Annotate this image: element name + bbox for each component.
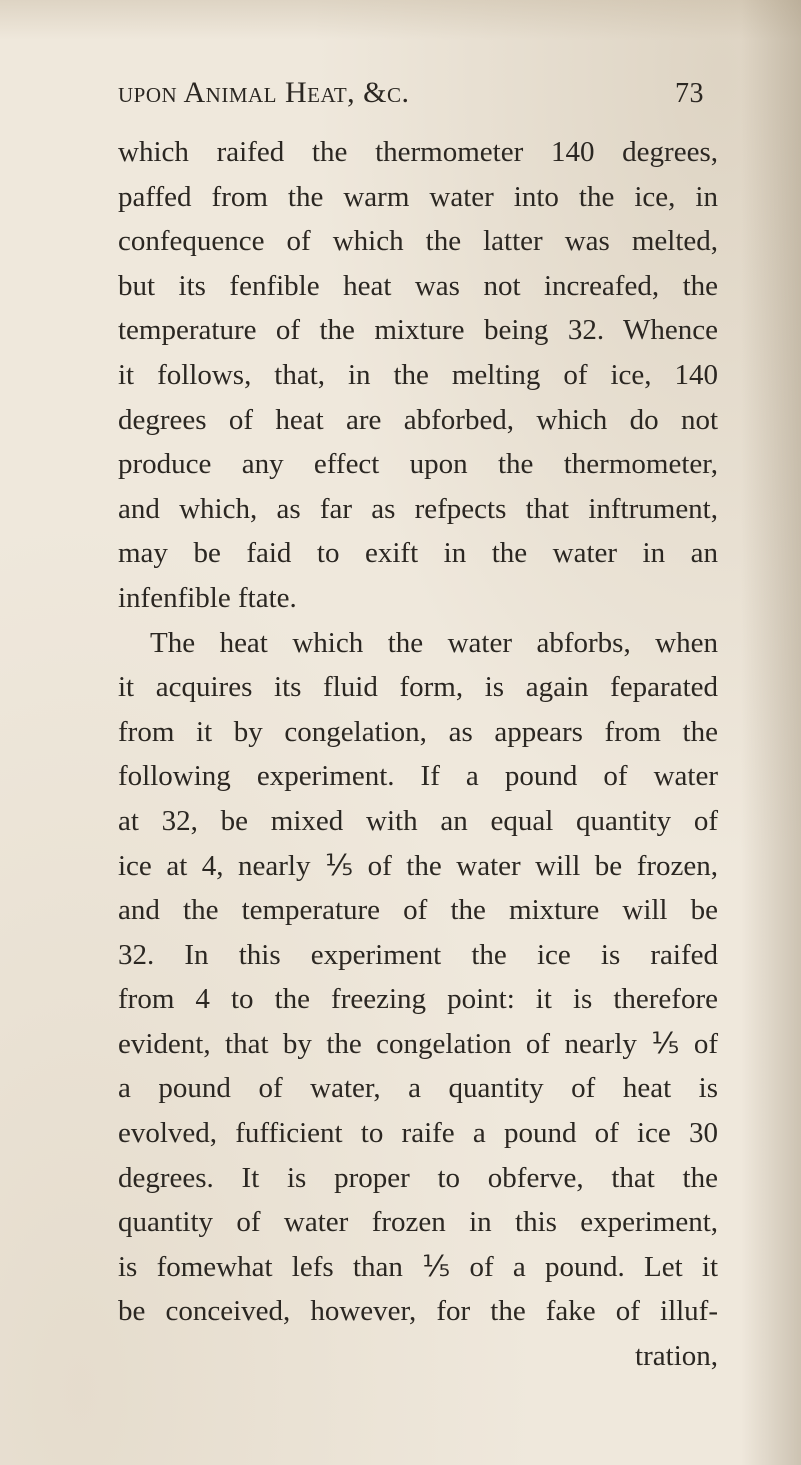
text-line: degrees. It is proper to obferve, that the (118, 1161, 718, 1194)
text-line: infenfible ftate. (118, 581, 297, 614)
page-header (118, 68, 710, 124)
text-line: be conceived, however, for the fake of illuf- (118, 1295, 718, 1328)
text-line: ice at 4, nearly ⅕ of the water will be frozen, (118, 849, 718, 882)
text-line: 32. In this experiment the ice is raifed (118, 938, 718, 971)
text-line: it follows, that, in the melting of ice, 140 (118, 358, 718, 391)
page-top-shading (0, 0, 801, 40)
text-line: confequence of which the latter was melted, (118, 225, 718, 258)
text-line: from 4 to the freezing point: it is therefore (118, 983, 718, 1016)
text-line: may be faid to exift in the water in an (118, 537, 718, 570)
text-line: tration, (635, 1340, 718, 1373)
text-line: but its fenfible heat was not increafed, the (118, 269, 718, 302)
text-line: produce any effect upon the thermometer, (118, 448, 718, 481)
text-line: evident, that by the congelation of nearly ⅕ of (118, 1027, 718, 1060)
body-text (118, 130, 718, 1379)
text-line: at 32, be mixed with an equal quantity of (118, 804, 718, 837)
text-line: evolved, fufficient to raife a pound of ice 30 (118, 1117, 718, 1150)
text-line: following experiment. If a pound of water (118, 760, 718, 793)
text-line: degrees of heat are abforbed, which do not (118, 403, 718, 436)
page-number: 73 (675, 78, 704, 109)
text-line: The heat which the water abforbs, when (150, 626, 718, 659)
text-line: is fomewhat lefs than ⅕ of a pound. Let it (118, 1250, 718, 1283)
text-line: and the temperature of the mixture will be (118, 894, 718, 927)
text-line: from it by congelation, as appears from the (118, 715, 718, 748)
running-head: upon Animal Heat, &c. (118, 76, 410, 109)
page-edge-shading (741, 0, 801, 1465)
text-line: paffed from the warm water into the ice, in (118, 180, 718, 213)
text-line: which raifed the thermometer 140 degrees, (118, 136, 718, 168)
text-line: temperature of the mixture being 32. Whence (118, 314, 718, 347)
text-line: a pound of water, a quantity of heat is (118, 1072, 718, 1105)
text-line: and which, as far as refpects that inftrument, (118, 492, 718, 525)
text-line: quantity of water frozen in this experiment, (118, 1206, 718, 1239)
text-line: it acquires its fluid form, is again feparated (118, 671, 718, 704)
